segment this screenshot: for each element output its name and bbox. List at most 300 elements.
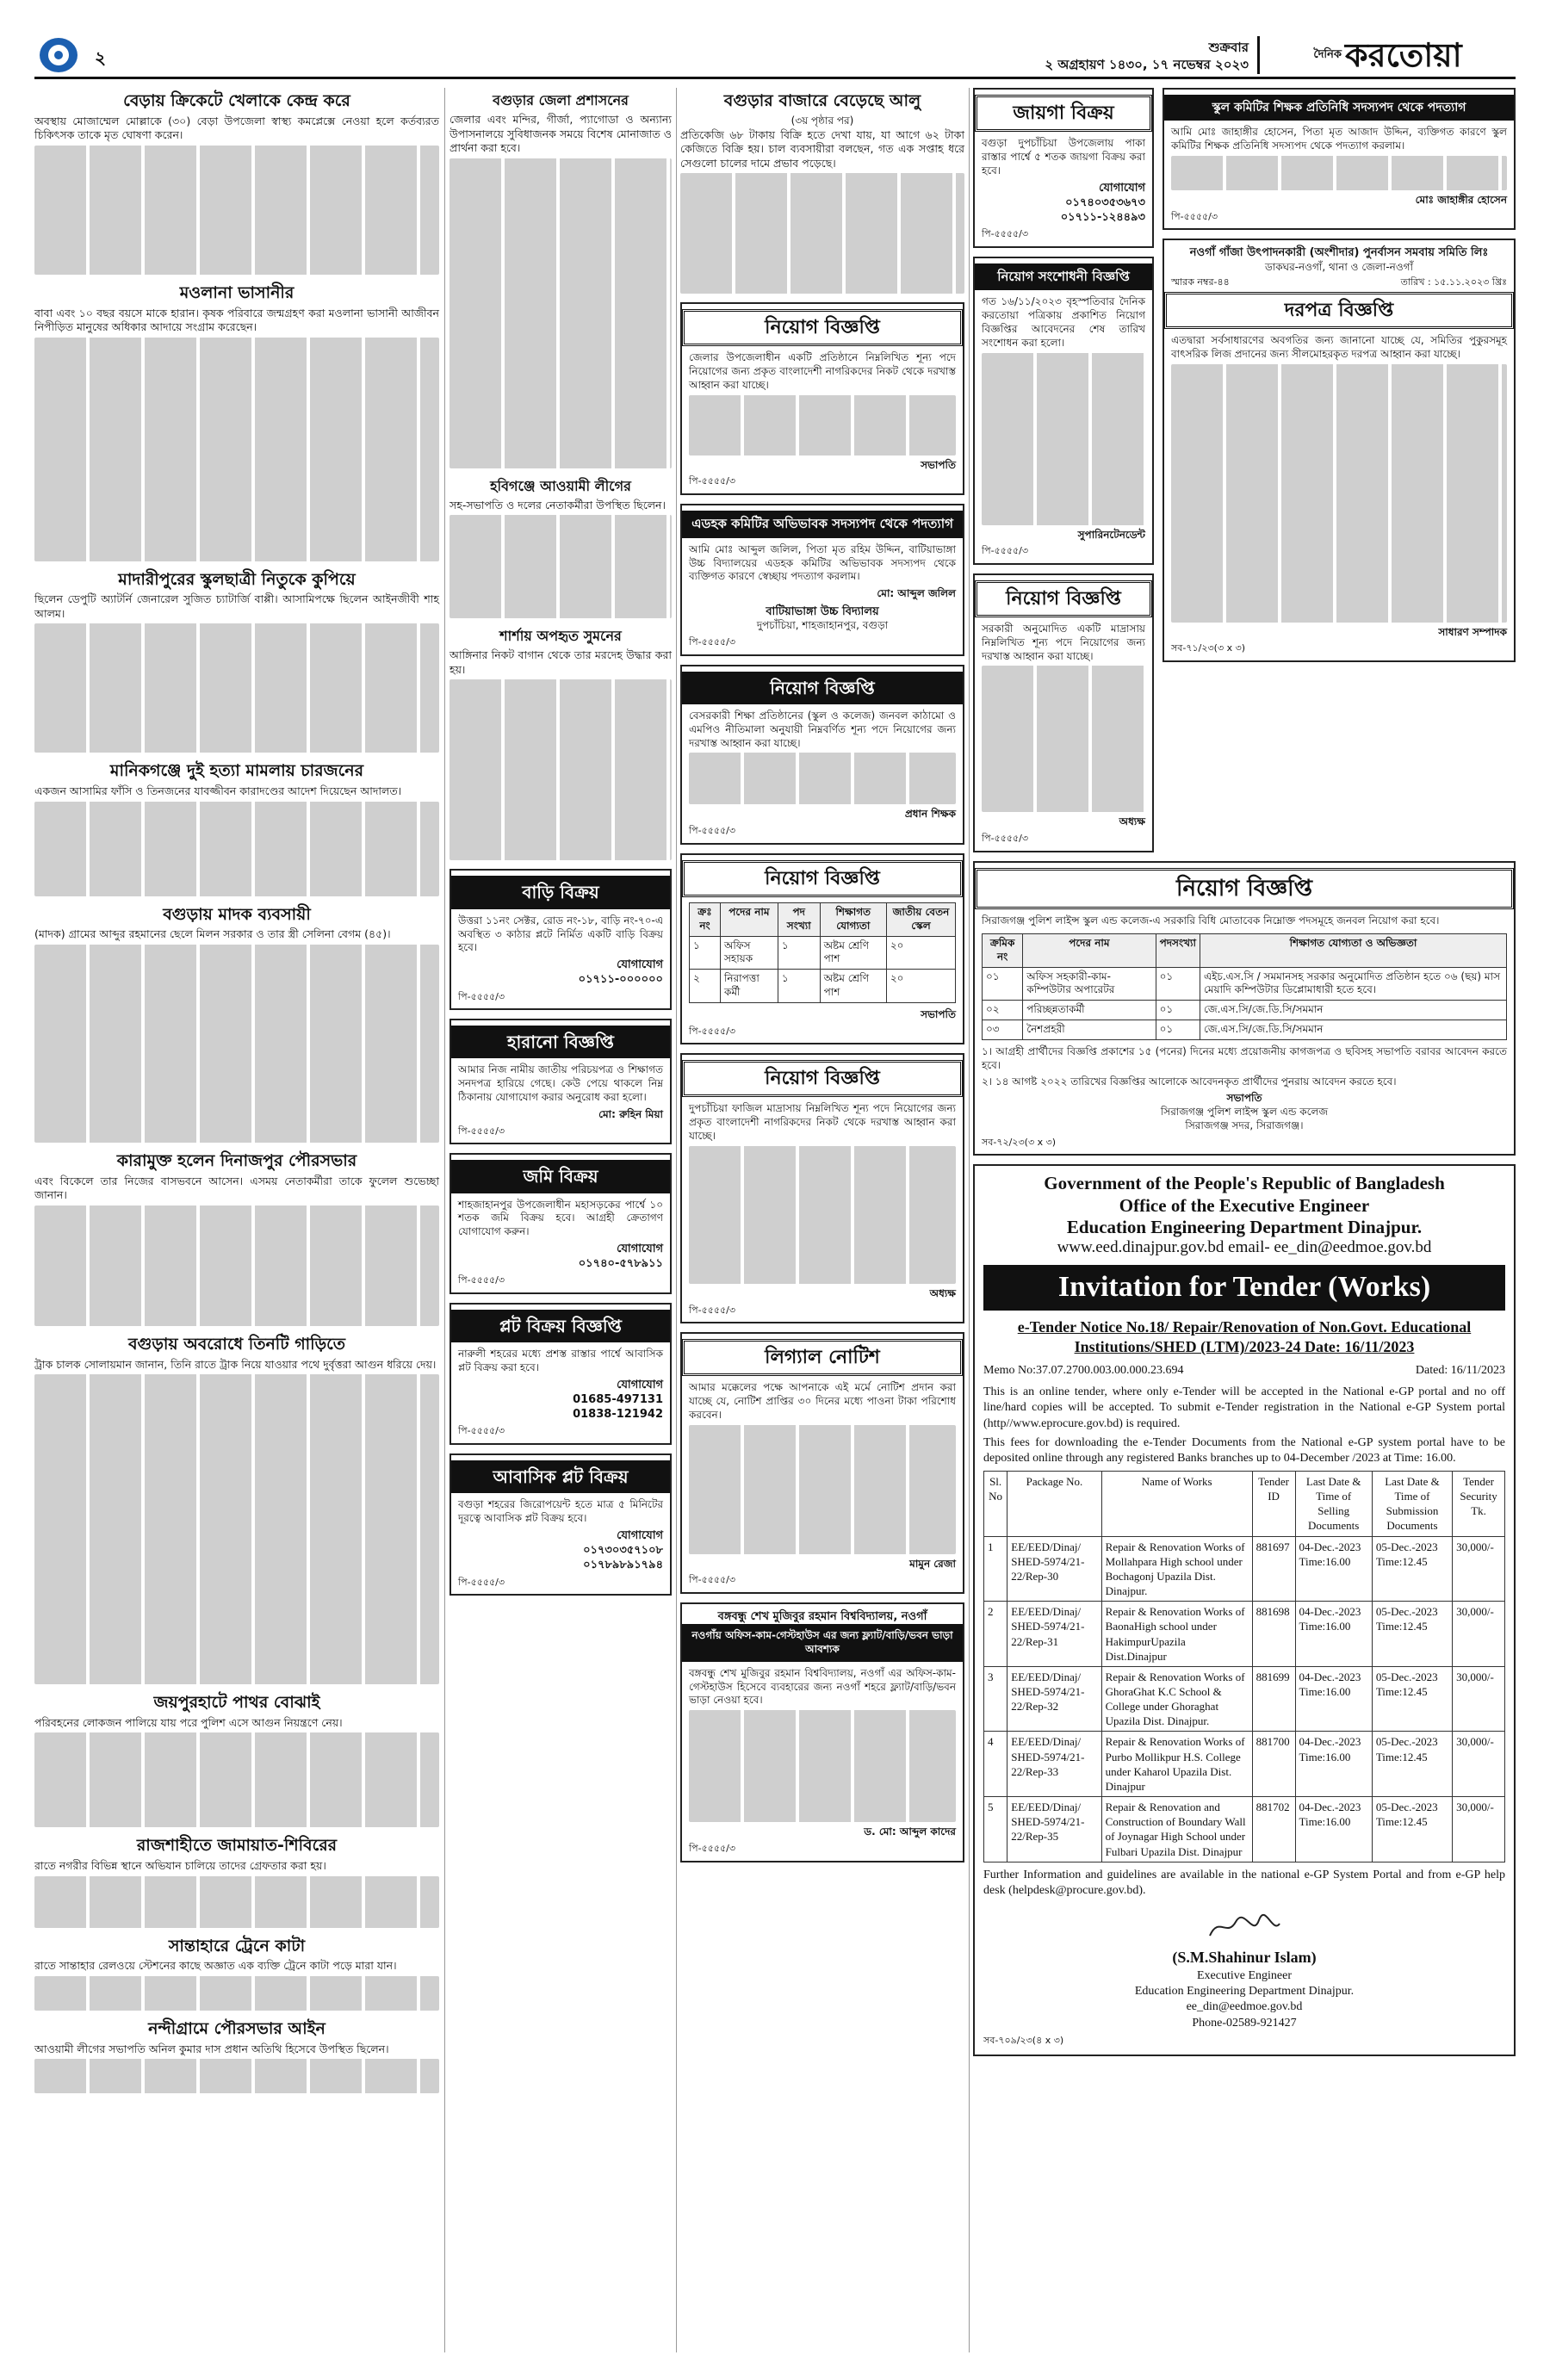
table-cell: ০১	[1156, 1001, 1200, 1020]
story-body: সহ-সভাপতি ও দলের নেতাকর্মীরা উপস্থিত ছিলেন।	[450, 498, 666, 511]
table-cell: 04-Dec.-2023 Time:16.00	[1295, 1732, 1372, 1797]
ad-text: আমার মক্কেলের পক্ষে আপনাকে এই মর্মে নোটিশ প্রদান করা যাচ্ছে যে, নোটিশ প্রাপ্তির ৩০ দিনের মধ্যে পাওনা টাকা পরিশোধ করবেন।	[689, 1381, 956, 1421]
story-body: একজন আসামির ফাঁসি ও তিনজনের যাবজ্জীবন কারাদণ্ডের আদেশ দিয়েছেন আদালত।	[34, 784, 402, 798]
table-cell: 04-Dec.-2023 Time:16.00	[1295, 1536, 1372, 1602]
table-row	[690, 936, 956, 970]
tender-paragraph: This fees for downloading the e-Tender Documents from the National e-GP system portal have to be deposited online through any registered Banks branches up to 04-December /2023 at Time: 16.00.	[983, 1436, 1505, 1466]
signer-name: (S.M.Shahinur Islam)	[1172, 1948, 1317, 1966]
table-cell: 30,000/-	[1453, 1602, 1505, 1667]
memo-row	[983, 1363, 1505, 1379]
tender-notice	[973, 1164, 1516, 2056]
table-header-cell: পদসংখ্যা	[1156, 933, 1200, 967]
story-headline: রাজশাহীতে জামায়াত-শিবিরের	[136, 1836, 338, 1856]
table-cell: 881698	[1252, 1602, 1295, 1667]
tender-signature-block	[983, 1906, 1505, 2032]
story-body: প্রতিকেজি ৬৮ টাকায় বিক্রি হতে দেখা যায়, যা আগে ৬২ টাকা কেজিতে বিক্রি হয়। চাল ব্যবসায়ীরা বলছেন, গত এক সপ্তাহ ধরে সেগুলো চালের দামে প্রভাব পড়েছে।	[680, 127, 964, 170]
table-row	[984, 1666, 1505, 1732]
story-body: ছিলেন ডেপুটি অ্যাটর্নি জেনারেল সুজিত চ্যাটার্জি বাপ্পী। আসামিপক্ষে ছিলেন আইনজীবী শাহ আলম।	[34, 592, 439, 620]
story-subtitle: (৩য় পৃষ্ঠার পর)	[790, 114, 854, 127]
ad-land-sale	[973, 88, 1154, 248]
signature-icon	[1206, 1912, 1283, 1943]
ad-text: দুপচাঁচিয়া ফাজিল মাদ্রাসায় নিম্নলিখিত শূন্য পদে নিয়োগের জন্য প্রকৃত বাংলাদেশী নাগরিকদের নিকট থেকে দরখাস্ত আহ্বান করা যাচ্ছে।	[689, 1102, 956, 1142]
ad-text: বঙ্গবন্ধু শেখ মুজিবুর রহমান বিশ্ববিদ্যালয়, নওগাঁ এর অফিস-কাম-গেস্টহাউস হিসেবে ব্যবহারের জন্য নওগাঁ শহরে ফ্ল্যাট/বাড়ি/ভবন ভাড়া নেওয়া হবে।	[689, 1666, 956, 1707]
ad-police-vacancy	[973, 861, 1516, 1156]
ad-banner: জায়গা বিক্রয়	[975, 95, 1152, 132]
table-header-cell: Tender Security Tk.	[1453, 1471, 1505, 1536]
vacancy-table	[689, 902, 956, 1003]
ad-ref: পি-৫৫৫৫/৩	[689, 636, 735, 648]
contact-number: 01838-121942	[573, 1408, 663, 1422]
paper-prefix: দৈনিক	[1313, 48, 1342, 61]
table-cell: নৈশপ্রহরী	[1023, 1020, 1156, 1040]
table-cell: পরিচ্ছন্নতাকর্মী	[1023, 1001, 1156, 1020]
ad-intro: সিরাজগঞ্জ পুলিশ লাইন্স স্কুল এন্ড কলেজ-এ সরকারি বিধি মোতাবেক নিম্নোক্ত পদসমূহে জনবল নিয়োগ করা হবে।	[982, 914, 1440, 927]
body-text-block	[689, 395, 956, 456]
story-headline: মওলানা ভাসানীর	[179, 282, 294, 302]
table-header-cell: Last Date & Time of Selling Documents	[1295, 1471, 1372, 1536]
ad-ref: পি-৫৫৫৫/৩	[982, 545, 1028, 557]
contact-label: যোগাযোগ	[1099, 181, 1145, 195]
news-story	[34, 91, 439, 275]
ad-plot-sale	[450, 1303, 672, 1445]
ads-column-4	[973, 88, 1516, 2056]
news-story	[34, 1937, 439, 2011]
table-cell: 5	[984, 1797, 1008, 1862]
table-cell: অফিস সহায়ক	[720, 936, 778, 970]
story-headline: বগুড়ার বাজারে বেড়েছে আলু	[723, 91, 921, 110]
ad-banner: নিয়োগ বিজ্ঞপ্তি	[682, 309, 963, 346]
table-cell: 30,000/-	[1453, 1732, 1505, 1797]
news-story	[450, 477, 672, 619]
table-row	[983, 1001, 1507, 1020]
ad-ref: পি-৫৫৫৫/৩	[689, 475, 735, 487]
ad-signer: সভাপতি	[1226, 1092, 1262, 1105]
ad-vacancy	[680, 1053, 964, 1323]
table-cell: ০২	[983, 1001, 1023, 1020]
narrow-ad-column	[973, 88, 1154, 861]
table-row	[983, 1020, 1507, 1040]
ad-banner: নিয়োগ বিজ্ঞপ্তি	[682, 1060, 963, 1097]
ad-text: আমি মোঃ জাহাঙ্গীর হোসেন, পিতা মৃত আজাদ উদ্দিন, ব্যক্তিগত কারণে স্কুল কমিটির শিক্ষক প্রতিনিধি সদস্যপদ থেকে পদত্যাগ করলাম।	[1171, 126, 1507, 152]
contact-number: ০১৭১১-০০০০০০	[578, 973, 663, 987]
ad-signer: সুপারিনটেনডেন্ট	[1077, 528, 1145, 541]
table-cell: 05-Dec.-2023 Time:12.45	[1372, 1797, 1452, 1862]
story-body: এবং বিকেলে তার নিজের বাসভবনে আসেন। এসময় নেতাকর্মীরা তাকে ফুলেল শুভেচ্ছা জানান।	[34, 1174, 439, 1202]
ad-text: বগুড়া শহরের জিরোপয়েন্ট হতে মাত্র ৫ মিনিটের দূরত্বে আবাসিক প্লট বিক্রয় হবে।	[458, 1498, 663, 1525]
ad-resignation	[1162, 88, 1516, 230]
table-cell: 05-Dec.-2023 Time:12.45	[1372, 1536, 1452, 1602]
ad-house-sale	[450, 869, 672, 1010]
body-text-block	[450, 515, 672, 618]
table-cell: ১	[690, 936, 721, 970]
ad-banner: নিয়োগ সংশোধনী বিজ্ঞপ্তি	[975, 263, 1152, 291]
signer-email: ee_din@eedmoe.gov.bd	[1186, 2000, 1303, 2014]
table-cell: 2	[984, 1602, 1008, 1667]
ad-text: গত ১৬/১১/২০২৩ বৃহস্পতিবার দৈনিক করতোয়া পত্রিকায় প্রকাশিত নিয়োগ বিজ্ঞপ্তির আবেদনের শেষ তারিখ সংশোধন করা হলো।	[982, 295, 1145, 349]
body-text-block	[689, 1146, 956, 1284]
body-text-block	[982, 666, 1145, 812]
table-cell: 30,000/-	[1453, 1536, 1505, 1602]
office-line: Office of the Executive Engineer	[1119, 1194, 1370, 1216]
story-body: আঙ্গিনার নিকট বাগান থেকে তার মরদেহ উদ্ধার করা হয়।	[450, 648, 672, 676]
news-story	[34, 1151, 439, 1326]
ad-tender-coop	[1162, 239, 1516, 662]
body-text-block	[34, 623, 439, 753]
table-header-cell: পদ সংখ্যা	[778, 902, 820, 936]
ad-banner: প্লট বিক্রয় বিজ্ঞপ্তি	[451, 1310, 670, 1342]
table-row	[690, 970, 956, 1003]
ad-text: বগুড়া দুপচাঁচিয়া উপজেলায় পাকা রাস্তার পার্শ্বে ৫ শতক জায়গা বিক্রয় করা হবে।	[982, 137, 1145, 177]
table-header-cell: ক্রঃ নং	[690, 902, 721, 936]
date-label: ২ অগ্রহায়ণ ১৪৩০, ১৭ নভেম্বর ২০২৩	[1045, 56, 1249, 72]
table-cell: EE/EED/Dinaj/ SHED-5974/21-22/Rep-30	[1008, 1536, 1101, 1602]
ad-signer: ড. মো: আব্দুল কাদের	[864, 1825, 956, 1838]
ad-signer: অধ্যক্ষ	[929, 1286, 956, 1299]
table-header-cell: শিক্ষাগত যোগ্যতা	[820, 902, 886, 936]
story-body: (মাদক) গ্রামের আব্দুর রহমানের ছেলে মিলন সরকার ও তার স্ত্রী সেলিনা বেগম (৪৫)।	[34, 927, 391, 941]
table-header-cell: Last Date & Time of Submission Documents	[1372, 1471, 1452, 1536]
ad-signer: প্রধান শিক্ষক	[904, 808, 956, 821]
ad-ref: পি-৫৫৫৫/৩	[458, 1125, 505, 1137]
table-cell: ০১	[1156, 1020, 1200, 1040]
table-row	[984, 1797, 1505, 1862]
story-body: ট্রাক চালক সোলায়মান জানান, তিনি রাতে ট্রাক নিয়ে যাওয়ার পথে দুর্বৃত্তরা আগুন ধরিয়ে দেয়।	[34, 1357, 437, 1371]
table-cell: EE/EED/Dinaj/ SHED-5974/21-22/Rep-35	[1008, 1797, 1101, 1862]
story-headline: বেড়ায় ক্রিকেটে খেলাকে কেন্দ্র করে	[123, 91, 350, 110]
coop-memo-row	[1171, 276, 1507, 289]
ad-text: আমার নিজ নামীয় জাতীয় পরিচয়পত্র ও শিক্ষাগত সনদপত্র হারিয়ে গেছে। কেউ পেয়ে থাকলে নিম্ন ঠিকানায় যোগাযোগ করার অনুরোধ করা হলো।	[458, 1063, 663, 1104]
body-text-block	[680, 173, 964, 294]
signer-title: Executive Engineer	[1196, 1968, 1292, 1982]
ad-ref: সব-৭১/২৩(৩ x ৩)	[1171, 642, 1246, 654]
body-text-block	[34, 338, 439, 561]
tender-banner: Invitation for Tender (Works)	[983, 1265, 1505, 1311]
news-story	[34, 761, 439, 896]
ad-residential-plot	[450, 1453, 672, 1596]
memo-number: Memo No:37.07.2700.003.00.000.23.694	[983, 1364, 1184, 1378]
table-cell: EE/EED/Dinaj/ SHED-5974/21-22/Rep-31	[1008, 1602, 1101, 1667]
ad-lost-notice	[450, 1019, 672, 1144]
story-headline: কারামুক্ত হলেন দিনাজপুর পৌরসভার	[116, 1150, 357, 1170]
ad-text: জেলার উপজেলাধীন একটি প্রতিষ্ঠানে নিম্নলিখিত শূন্য পদে নিয়োগের জন্য প্রকৃত বাংলাদেশী নাগরিকদের নিকট থেকে দরখাস্ত আহ্বান করা যাচ্ছে।	[689, 351, 956, 391]
table-header-cell: পদের নাম	[1023, 933, 1156, 967]
story-headline: হবিগঞ্জে আওয়ামী লীগের	[490, 477, 631, 494]
news-story	[34, 283, 439, 561]
coop-name: নওগাঁ গাঁজা উৎপাদনকারী (অংশীদার) পুনর্বাসন সমবায় সমিতি লিঃ	[1189, 246, 1489, 260]
contact-number: ০১৭৮৯৮৯১৭৯৪	[583, 1559, 663, 1572]
contact-number: ০১৭৪০-৫৭৮৯১১	[578, 1257, 663, 1271]
table-row	[984, 1536, 1505, 1602]
news-story	[680, 91, 964, 294]
table-header-cell: Tender ID	[1252, 1471, 1295, 1536]
signer-org: Education Engineering Department Dinajpur.	[1134, 1985, 1355, 1999]
table-cell: 05-Dec.-2023 Time:12.45	[1372, 1602, 1452, 1667]
ad-text: এতদ্বারা সর্বসাধারণের অবগতির জন্য জানানো যাচ্ছে যে, সমিতির পুকুরসমূহ বাৎসরিক লিজ প্রদানের জন্য সীলমোহরকৃত দরপত্র আহ্বান করা যাচ্ছে।	[1171, 334, 1507, 360]
contact-label: যোগাযোগ	[617, 1379, 663, 1391]
body-text-block	[1171, 156, 1507, 190]
table-cell: 1	[984, 1536, 1008, 1602]
column-divider	[676, 88, 677, 2352]
ad-signer: মো: রুহিন মিয়া	[598, 1107, 663, 1120]
ad-banner: স্কুল কমিটির শিক্ষক প্রতিনিধি সদস্যপদ থেকে পদত্যাগ	[1164, 95, 1514, 121]
signer-phone: Phone-02589-921427	[1192, 2016, 1297, 2030]
ad-ref: পি-৫৫৫৫/৩	[458, 1274, 505, 1286]
ad-banner: এডহক কমিটির অভিভাবক সদস্যপদ থেকে পদত্যাগ	[682, 511, 963, 538]
contact-number: ০১৭৩০৩৫৭১০৮	[583, 1544, 663, 1558]
column-divider	[444, 88, 445, 2352]
ad-ref: পি-৫৫৫৫/৩	[689, 1025, 735, 1037]
ad-legal-notice	[680, 1332, 964, 1594]
gov-line: Government of the People's Republic of Bangladesh	[1044, 1173, 1445, 1194]
ad-signer: মামুন রেজা	[909, 1557, 956, 1570]
body-text-block	[1171, 364, 1507, 623]
table-cell: 04-Dec.-2023 Time:16.00	[1295, 1602, 1372, 1667]
table-cell: 30,000/-	[1453, 1666, 1505, 1732]
story-body: জেলার এবং মন্দির, গীর্জা, প্যাগোডা ও অন্যান্য উপাসনালয়ে সুবিধাজনক সময়ে বিশেষ মোনাজাত ও প্রার্থনা করা হবে।	[450, 113, 672, 155]
ad-signer: অধ্যক্ষ	[1119, 815, 1145, 828]
table-cell: Repair & Renovation and Construction of Boundary Wall of Joynagar High School under Fulbari Upazila Dist. Dinajpur	[1101, 1797, 1252, 1862]
school-address: দুপচাঁচিয়া, শাহজাহানপুর, বগুড়া	[756, 619, 889, 632]
ad-text: সরকারী অনুমোদিত একটি মাদ্রাসায় নিম্নলিখিত শূন্য পদে নিয়োগের জন্য দরখাস্ত আহ্বান করা যাচ্ছে।	[982, 622, 1145, 662]
ad-vacancy-table	[680, 853, 964, 1044]
contact-label: যোগাযোগ	[617, 1529, 663, 1543]
ad-text: বেসরকারী শিক্ষা প্রতিষ্ঠানের (স্কুল ও কলেজ) জনবল কাঠামো ও এমপিও নীতিমালা অনুযায়ী নিম্নবর্ণিত শূন্য পদে নিয়োগের জন্য দরখাস্ত আহ্বান করা যাচ্ছে।	[689, 709, 956, 749]
ad-banner: লিগ্যাল নোটিশ	[682, 1339, 963, 1376]
table-cell: অষ্টম শ্রেণি পাশ	[820, 970, 886, 1003]
ad-signer-block	[982, 1092, 1507, 1132]
table-cell: 3	[984, 1666, 1008, 1732]
ad-banner: নিয়োগ বিজ্ঞপ্তি	[682, 672, 963, 704]
table-header-cell: শিক্ষাগত যোগ্যতা ও অভিজ্ঞতা	[1200, 933, 1506, 967]
table-cell: 30,000/-	[1453, 1797, 1505, 1862]
ad-ref: পি-৫৫৫৫/৩	[1171, 210, 1218, 222]
table-header-cell: পদের নাম	[720, 902, 778, 936]
page-number: ২	[95, 47, 107, 68]
table-cell: 04-Dec.-2023 Time:16.00	[1295, 1666, 1372, 1732]
contact-number: ০১৭১১-১২৪৪৯৩	[1060, 210, 1145, 224]
ad-banner: জমি বিক্রয়	[451, 1160, 670, 1193]
date-line	[930, 40, 1249, 74]
coop-memo: স্মারক নম্বর-৪৪	[1171, 276, 1230, 288]
website-email-line: www.eed.dinajpur.gov.bd email- ee_din@eedmoe.gov.bd	[1057, 1237, 1432, 1256]
news-story	[450, 627, 672, 860]
body-text-block	[34, 1732, 439, 1827]
table-cell: ১	[778, 970, 820, 1003]
ad-resignation	[680, 504, 964, 656]
memo-date: Dated: 16/11/2023	[1415, 1364, 1505, 1378]
story-headline: বগুড়ায় মাদক ব্যবসায়ী	[163, 904, 311, 924]
table-cell: EE/EED/Dinaj/ SHED-5974/21-22/Rep-33	[1008, 1732, 1101, 1797]
ad-ref: সব-৭০৯/২৩(৪ x ৩)	[983, 2035, 1064, 2047]
table-cell: Repair & Renovation Works of Purbo Mollikpur H.S. College under Kaharol Upazila Dist. Dinajpur	[1101, 1732, 1252, 1797]
table-header-cell: জাতীয় বেতন স্কেল	[886, 902, 955, 936]
vacancy-table	[982, 933, 1507, 1040]
ad-vacancy	[973, 573, 1154, 852]
tender-notice-title: e-Tender Notice No.18/ Repair/Renovation of Non.Govt. Educational Institutions/SHED (LTM)/2023-24 Date: 16/11/2023	[1017, 1317, 1472, 1356]
ad-text: উত্তরা ১১নং সেক্টর, রোড নং-১৮, বাড়ি নং-৭০-এ অবস্থিত ৩ কাঠার প্লটে নির্মিত একটি বাড়ি বিক্রয় হবে।	[458, 914, 663, 954]
body-text-block	[34, 1205, 439, 1326]
contact-number: ০১৭৪০৩৫৩৬৭৩	[1065, 195, 1145, 209]
table-cell: এইচ.এস.সি / সমমানসহ সরকার অনুমোদিত প্রতিষ্ঠান হতে ০৬ (ছয়) মাস মেয়াদি কম্পিউটার ডিপ্লোমাধারী হতে হবে।	[1200, 967, 1506, 1001]
table-cell: জে.এস.সি/জে.ডি.সি/সমমান	[1200, 1001, 1506, 1020]
table-cell: ০১	[983, 967, 1023, 1001]
news-story	[34, 2019, 439, 2093]
story-headline: শার্শায় অপহৃত সুমনের	[499, 628, 622, 645]
ad-banner: আবাসিক প্লট বিক্রয়	[451, 1460, 670, 1493]
story-headline: সান্তাহারে ট্রেনে কাটা	[168, 1936, 306, 1955]
table-cell: ০৩	[983, 1020, 1023, 1040]
ad-banner: নিয়োগ বিজ্ঞপ্তি	[975, 868, 1514, 909]
table-header-cell: Package No.	[1008, 1471, 1101, 1536]
ad-signer: সভাপতি	[921, 458, 956, 471]
ad-signer: সভাপতি	[921, 1007, 956, 1020]
story-body: আওয়ামী লীগের সভাপতি অনিল কুমার দাস প্রধান অতিথি হিসেবে উপস্থিত ছিলেন।	[34, 2042, 389, 2055]
body-text-block	[982, 353, 1145, 525]
table-cell: Repair & Renovation Works of BaonaHigh school under HakimpurUpazila Dist.Dinajpur	[1101, 1602, 1252, 1667]
ad-banner: দরপত্র বিজ্ঞপ্তি	[1164, 292, 1514, 329]
table-header-cell: Name of Works	[1101, 1471, 1252, 1536]
ad-ref: পি-৫৫৫৫/৩	[458, 990, 505, 1002]
paper-name	[1257, 36, 1516, 74]
ad-ref: পি-৫৫৫৫/৩	[458, 1576, 505, 1588]
wide-ad-column	[1162, 88, 1516, 861]
story-headline: মাদারীপুরের স্কুলছাত্রী নিতুকে কুপিয়ে	[118, 569, 356, 589]
table-cell: 05-Dec.-2023 Time:12.45	[1372, 1732, 1452, 1797]
department-line: Education Engineering Department Dinajpur.	[1066, 1216, 1423, 1237]
ad-text: শাহজাহানপুর উপজেলাধীন মহাসড়কের পার্শ্বে ১০ শতক জমি বিক্রয় হবে। আগ্রহী ক্রেতাগণ যোগাযোগ করুন।	[458, 1198, 663, 1238]
news-story	[34, 570, 439, 753]
body-text-block	[689, 1425, 956, 1554]
table-cell: ২০	[886, 936, 955, 970]
news-column-3	[680, 88, 964, 1871]
table-cell: 4	[984, 1732, 1008, 1797]
ad-ref: পি-৫৫৫৫/৩	[689, 1574, 735, 1586]
table-cell: 881702	[1252, 1797, 1295, 1862]
ad-vacancy	[680, 665, 964, 845]
masthead	[34, 34, 1516, 79]
body-text-block	[34, 146, 439, 275]
news-story	[34, 1693, 439, 1827]
tender-paragraph: This is an online tender, where only e-Tender will be accepted in the National e-GP portal and no off line/hard copies will be accepted. To submit e-Tender registration in the National e-GP System portal (http//www.eprocure.gov.bd) is required.	[983, 1385, 1505, 1430]
body-text-block	[689, 1710, 956, 1822]
body-text-block	[450, 158, 672, 468]
ad-banner: নওগাঁয় অফিস-কাম-গেস্টহাউস এর জন্য ফ্ল্যাট/বাড়ি/ভবন ভাড়া আবশ্যক	[682, 1624, 963, 1662]
ad-rent-wanted	[680, 1602, 964, 1862]
body-text-block	[34, 945, 439, 1143]
story-headline: বগুড়ার জেলা প্রশাসনের	[493, 92, 629, 108]
table-header-cell: ক্রমিক নং	[983, 933, 1023, 967]
ad-text: নারুলী শহরের মধ্যে প্রশস্ত রাস্তার পার্শ্বে আবাসিক প্লট বিক্রয় করা হবে।	[458, 1348, 663, 1374]
ad-ref: পি-৫৫৫৫/৩	[982, 227, 1028, 239]
ad-signer-place: সিরাজগঞ্জ সদর, সিরাজগঞ্জ।	[1185, 1119, 1304, 1132]
table-cell: 881700	[1252, 1732, 1295, 1797]
table-cell: 881697	[1252, 1536, 1295, 1602]
tender-footer: Further Information and guidelines are available in the national e-GP System Portal and from e-GP help desk (helpdesk@procure.gov.bd).	[983, 1868, 1505, 1898]
ad-ref: সব-৭২/২৩(৩ x ৩)	[982, 1136, 1057, 1148]
ad-signer-org: সিরাজগঞ্জ পুলিশ লাইন্স স্কুল এন্ড কলেজ	[1160, 1106, 1329, 1119]
news-story	[34, 905, 439, 1143]
table-cell: EE/EED/Dinaj/ SHED-5974/21-22/Rep-32	[1008, 1666, 1101, 1732]
news-story	[34, 1335, 439, 1684]
news-column-2	[450, 88, 672, 1604]
contact-label: যোগাযোগ	[617, 1243, 663, 1256]
story-body: রাতে নগরীর বিভিন্ন স্থানে অভিযান চালিয়ে তাদের গ্রেফতার করা হয়।	[34, 1859, 326, 1873]
table-row	[984, 1602, 1505, 1667]
body-text-block	[34, 1374, 439, 1684]
coop-date: তারিখ : ১৫.১১.২০২৩ খ্রিঃ	[1400, 276, 1507, 288]
ad-signer: মো: আব্দুল জলিল	[877, 587, 956, 600]
ad-banner: নিয়োগ বিজ্ঞপ্তি	[975, 580, 1152, 617]
table-cell: জে.এস.সি/জে.ডি.সি/সমমান	[1200, 1020, 1506, 1040]
table-row	[984, 1732, 1505, 1797]
story-body: বাবা এবং ১০ বছর বয়সে মাকে হারান। কৃষক পরিবারে জন্মগ্রহণ করা মওলানা ভাসানী আজীবন নিপীড়িত মানুষের অধিকার আদায়ে সংগ্রাম করেছেন।	[34, 306, 439, 334]
table-cell: নিরাপত্তা কর্মী	[720, 970, 778, 1003]
table-cell: অষ্টম শ্রেণি পাশ	[820, 936, 886, 970]
news-story	[450, 91, 672, 468]
ad-text: আমি মোঃ আব্দুল জলিল, পিতা মৃত রহিম উদ্দিন, বাটিয়াভাঙ্গা উচ্চ বিদ্যালয়ের এডহক কমিটির অভিভাবক সদস্যপদ থেকে ব্যক্তিগত কারণে স্বেচ্ছায় পদত্যাগ করলাম।	[689, 542, 956, 583]
story-headline: নন্দীগ্রামে পৌরসভার আইন	[148, 2018, 326, 2038]
ad-note: ২। ১৪ আগষ্ট ২০২২ তারিখের বিজ্ঞপ্তির আলোকে আবেদনকৃত প্রার্থীদের পুনরায় আবেদন করতে হবে।	[982, 1075, 1397, 1088]
ad-signer: সাধারণ সম্পাদক	[1438, 625, 1507, 638]
story-body: রাতে সান্তাহার রেলওয়ে স্টেশনের কাছে অজ্ঞাত এক ব্যক্তি ট্রেনে কাটা পড়ে মারা যান।	[34, 1959, 397, 1973]
table-cell: Repair & Renovation Works of Mollahpara High school under Bochagonj Upazila Dist. Dinajpur.	[1101, 1536, 1252, 1602]
body-text-block	[34, 1976, 439, 2011]
ad-correction-notice	[973, 257, 1154, 565]
tender-table	[983, 1471, 1505, 1862]
ad-note: ১। আগ্রহী প্রার্থীদের বিজ্ঞপ্তি প্রকাশের ১৫ (পনের) দিনের মধ্যে প্রয়োজনীয় কাগজপত্র ও ছবিসহ সভাপতি বরাবর আবেদন করতে হবে।	[982, 1044, 1507, 1071]
ad-ref: পি-৫৫৫৫/৩	[689, 1304, 735, 1316]
contact-label: যোগাযোগ	[617, 958, 663, 972]
table-header-cell: Sl. No	[984, 1471, 1008, 1536]
ad-ref: পি-৫৫৫৫/৩	[458, 1425, 505, 1437]
story-body: অবস্থায় মোজাম্মেল মোল্লাকে (৩০) বেড়া উপজেলা স্বাস্থ্য কমপ্লেক্সে নেওয়া হলে কর্তব্যরত চিকিৎসক তাকে মৃত ঘোষণা করেন।	[34, 114, 439, 142]
ad-ref: পি-৫৫৫৫/৩	[689, 1843, 735, 1854]
table-cell: Repair & Renovation Works of GhoraGhat K.C School & College under Ghoraghat Upazila Dist. Dinajpur.	[1101, 1666, 1252, 1732]
coop-address: ডাকঘর-নওগাঁ, থানা ও জেলা-নওগাঁ	[1264, 260, 1414, 273]
table-cell: অফিস সহকারী-কাম-কম্পিউটার অপারেটর	[1023, 967, 1156, 1001]
table-row	[983, 967, 1507, 1001]
news-story	[34, 1836, 439, 1927]
ad-banner: হারানো বিজ্ঞপ্তি	[451, 1026, 670, 1058]
table-cell: ২০	[886, 970, 955, 1003]
table-cell: 05-Dec.-2023 Time:12.45	[1372, 1666, 1452, 1732]
body-text-block	[34, 2059, 439, 2093]
ad-ref: পি-৫৫৫৫/৩	[982, 833, 1028, 845]
university-name: বঙ্গবন্ধু শেখ মুজিবুর রহমান বিশ্ববিদ্যালয়, নওগাঁ	[717, 1609, 927, 1623]
table-cell: ০১	[1156, 967, 1200, 1001]
story-headline: মানিকগঞ্জে দুই হত্যা মামলায় চারজনের	[109, 761, 364, 781]
table-cell: ২	[690, 970, 721, 1003]
ad-land-sale	[450, 1153, 672, 1294]
contact-number: 01685-497131	[573, 1393, 663, 1407]
school-name: বাটিয়াভাঙ্গা উচ্চ বিদ্যালয়	[766, 605, 879, 619]
story-body: পরিবহনের লোকজন পালিয়ে যায় পরে পুলিশ এসে আগুন নিয়ন্ত্রণে নেয়।	[34, 1715, 343, 1729]
ad-ref: পি-৫৫৫৫/৩	[689, 825, 735, 837]
ad-banner: নিয়োগ বিজ্ঞপ্তি	[682, 860, 963, 897]
table-cell: 04-Dec.-2023 Time:16.00	[1295, 1797, 1372, 1862]
body-text-block	[689, 753, 956, 804]
story-headline: বগুড়ায় অবরোধে তিনটি গাড়িতে	[127, 1334, 346, 1354]
ad-banner: বাড়ি বিক্রয়	[451, 876, 670, 908]
news-column-1	[34, 88, 439, 2102]
table-cell: ১	[778, 936, 820, 970]
body-text-block	[450, 679, 672, 860]
ad-vacancy	[680, 302, 964, 495]
paper-title: করতোয়া	[1344, 35, 1462, 74]
column-divider	[969, 88, 970, 2352]
body-text-block	[34, 802, 439, 896]
table-cell: 881699	[1252, 1666, 1295, 1732]
